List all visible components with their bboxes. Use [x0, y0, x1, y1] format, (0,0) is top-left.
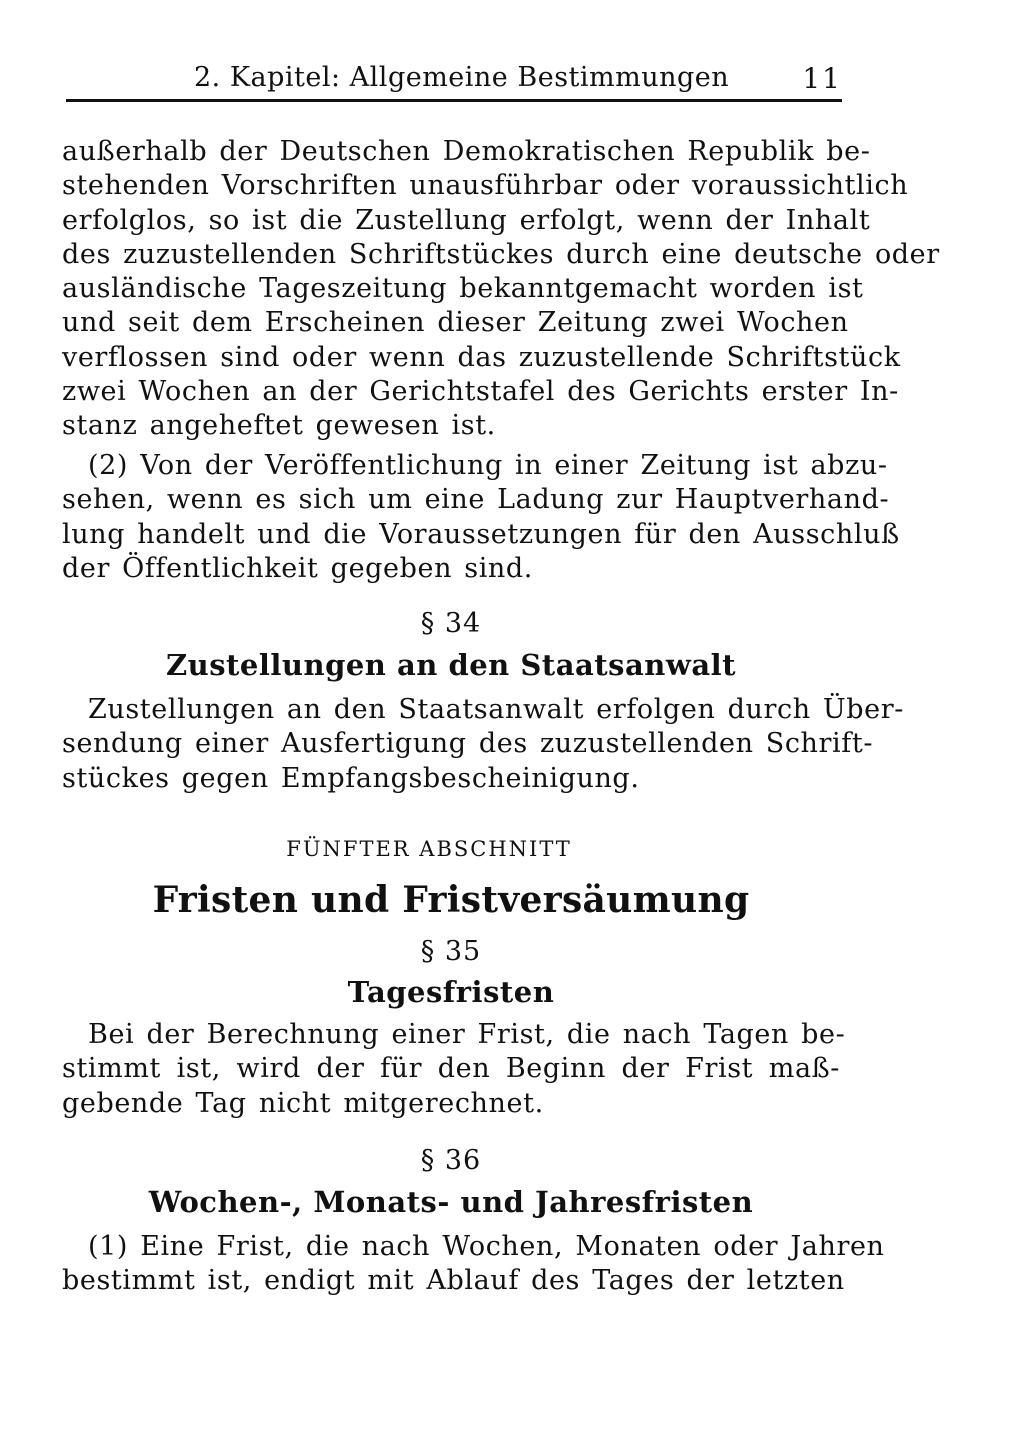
text-line: erfolglos, so ist die Zustellung erfolgt, wenn der Inhalt — [62, 204, 871, 236]
text-line: gebende Tag nicht mitgerechnet. — [62, 1087, 544, 1119]
section-36-number: § 36 — [420, 1145, 482, 1176]
section-34-title: Zustellungen an den Staatsanwalt — [165, 648, 737, 682]
text-line: lung handelt und die Voraussetzungen für den Ausschluß — [62, 518, 900, 550]
text-line: (2) Von der Veröffentlichung in einer Zeitung ist abzu- — [88, 450, 888, 481]
text-line: stehenden Vorschriften unausführbar oder voraussichtlich — [62, 170, 909, 202]
part-title: Fristen und Fristversäumung — [152, 879, 750, 921]
part-label: FÜNFTER ABSCHNITT — [286, 837, 572, 861]
text-line: (1) Eine Frist, die nach Wochen, Monaten oder Jahren — [88, 1231, 885, 1262]
paragraph-continuation — [62, 135, 940, 444]
paragraph-2 — [62, 449, 900, 586]
text-line: und seit dem Erscheinen dieser Zeitung zwei Wochen — [62, 307, 849, 339]
section-36-title: Wochen-, Monats- und Jahresfristen — [148, 1185, 754, 1219]
section-34-body — [62, 693, 904, 796]
text-line: zwei Wochen an der Gerichtstafel des Gerichts erster In- — [62, 376, 899, 408]
text-line: bestimmt ist, endigt mit Ablauf des Tages der letzten — [62, 1265, 845, 1297]
section-36-body — [62, 1230, 885, 1299]
section-34-number: § 34 — [420, 608, 482, 639]
text-line: stimmt ist, wird der für den Beginn der Frist maß- — [62, 1053, 840, 1085]
section-35-number: § 35 — [420, 936, 482, 967]
running-title: 2. Kapitel: Allgemeine Bestimmungen — [194, 62, 730, 93]
text-line: verflossen sind oder wenn das zuzustellende Schriftstück — [62, 341, 901, 373]
page-number: 11 — [802, 62, 842, 95]
text-line: stückes gegen Empfangsbescheinigung. — [62, 762, 640, 794]
running-header — [66, 62, 842, 102]
text-line: außerhalb der Deutschen Demokratischen Republik be- — [62, 136, 871, 167]
section-35-body — [62, 1018, 846, 1121]
header-rule — [66, 99, 842, 102]
text-line: sendung einer Ausfertigung des zuzustellenden Schrift- — [62, 728, 874, 760]
text-line: sehen, wenn es sich um eine Ladung zur Hauptverhand- — [62, 484, 890, 516]
section-35-title: Tagesfristen — [347, 975, 555, 1009]
text-line: des zuzustellenden Schriftstückes durch eine deutsche oder — [62, 238, 940, 270]
text-line: Zustellungen an den Staatsanwalt erfolgen durch Über- — [88, 694, 904, 725]
text-line: stanz angeheftet gewesen ist. — [62, 410, 496, 442]
text-line: ausländische Tageszeitung bekanntgemacht worden ist — [62, 273, 864, 305]
text-line: Bei der Berechnung einer Frist, die nach Tagen be- — [88, 1019, 846, 1050]
text-line: der Öffentlichkeit gegeben sind. — [62, 552, 533, 584]
